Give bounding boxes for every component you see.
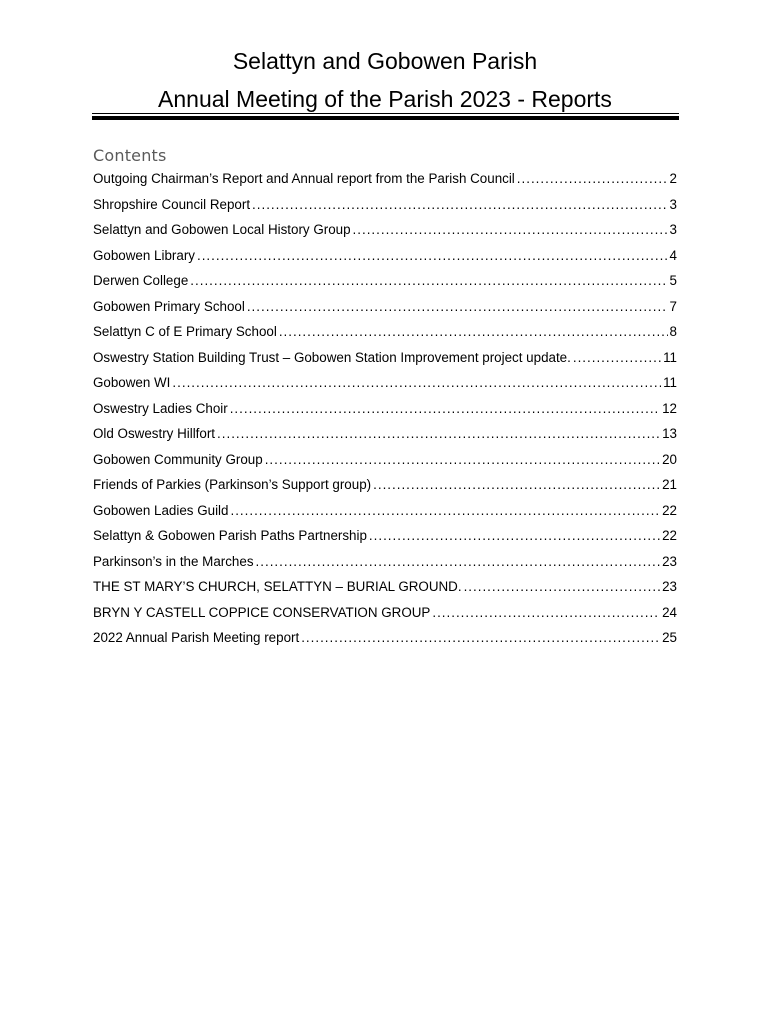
toc-entry-title[interactable]: Gobowen Community Group: [93, 451, 263, 467]
toc-entry-title[interactable]: Parkinson’s in the Marches: [93, 553, 254, 569]
title-line-2: Annual Meeting of the Parish 2023 - Reports: [158, 86, 612, 112]
toc-dot-leader: [230, 501, 660, 521]
toc-dot-leader: [301, 628, 660, 648]
toc-dot-leader: [369, 526, 660, 546]
toc-entry[interactable]: [93, 169, 677, 195]
toc-entry-title[interactable]: Old Oswestry Hillfort: [93, 426, 216, 441]
toc-entry[interactable]: [93, 450, 677, 476]
toc-entry[interactable]: [93, 220, 677, 246]
toc-entry-page[interactable]: 13: [662, 426, 677, 441]
toc-dot-leader: [247, 297, 668, 317]
toc-entry-title[interactable]: Oswestry Station Building Trust – Gobowen Station Improvement project update.: [93, 349, 571, 365]
toc-entry-page[interactable]: 3: [669, 196, 677, 212]
toc-entry-title[interactable]: BRYN Y CASTELL COPPICE CONSERVATION GROUP: [93, 604, 431, 620]
toc-entry-page[interactable]: 2: [669, 171, 677, 186]
toc-entry-page[interactable]: 25: [662, 630, 677, 645]
toc-entry-title[interactable]: THE ST MARY’S CHURCH, SELATTYN – BURIAL GROUND.: [93, 579, 462, 594]
toc-dot-leader: [265, 450, 660, 470]
toc-dot-leader: [353, 220, 668, 240]
toc-entry[interactable]: [93, 246, 677, 272]
toc-entry[interactable]: [93, 424, 677, 450]
toc-entry-page[interactable]: 24: [662, 604, 677, 620]
toc-entry-title[interactable]: Gobowen WI: [93, 375, 171, 390]
toc-entry[interactable]: [93, 373, 677, 399]
toc-entry-title[interactable]: Selattyn C of E Primary School: [93, 324, 277, 339]
toc-entry-page[interactable]: 11: [663, 349, 677, 365]
toc-entry-page[interactable]: 22: [662, 528, 677, 543]
toc-entry-title[interactable]: Gobowen Library: [93, 247, 195, 263]
toc-entry[interactable]: [93, 628, 677, 654]
toc-entry-page[interactable]: 4: [669, 247, 677, 263]
toc-entry[interactable]: [93, 526, 677, 552]
toc-dot-leader: [464, 577, 661, 597]
toc-entry-page[interactable]: 21: [662, 477, 677, 492]
toc-entry-page[interactable]: 11: [663, 375, 677, 390]
toc-dot-leader: [230, 399, 660, 419]
toc-entry[interactable]: [93, 475, 677, 501]
toc-entry[interactable]: [93, 195, 677, 221]
toc-entry-title[interactable]: Derwen College: [93, 273, 189, 288]
toc-entry-page[interactable]: 23: [662, 579, 677, 594]
toc-dot-leader: [517, 169, 668, 189]
toc-dot-leader: [573, 348, 661, 368]
toc-entry-title[interactable]: Shropshire Council Report: [93, 196, 251, 212]
toc-entry-page[interactable]: 23: [662, 553, 677, 569]
toc-dot-leader: [256, 552, 661, 572]
toc-entry[interactable]: [93, 577, 677, 603]
toc-entry[interactable]: [93, 271, 677, 297]
toc-entry-title[interactable]: Gobowen Ladies Guild: [93, 502, 229, 518]
toc-entry-page[interactable]: 12: [662, 400, 677, 416]
toc-dot-leader: [217, 424, 660, 444]
toc-entry-title[interactable]: Gobowen Primary School: [93, 298, 245, 314]
toc-entry-page[interactable]: 7: [669, 298, 677, 314]
toc-entry-title[interactable]: Outgoing Chairman’s Report and Annual report from the Parish Council: [93, 171, 515, 186]
toc-entry[interactable]: [93, 348, 677, 374]
title-line-1: Selattyn and Gobowen Parish: [232, 48, 538, 74]
toc-entry[interactable]: [93, 603, 677, 629]
document-title: [92, 42, 678, 118]
toc-entry[interactable]: [93, 552, 677, 578]
toc-entry-title[interactable]: Friends of Parkies (Parkinson’s Support group): [93, 477, 372, 492]
toc-entry-title[interactable]: Oswestry Ladies Choir: [93, 400, 228, 416]
toc-entry-page[interactable]: 20: [662, 451, 677, 467]
toc-dot-leader: [279, 322, 668, 342]
title-rule-thin: [92, 113, 679, 114]
toc-dot-leader: [172, 373, 661, 393]
toc-entry-page[interactable]: 22: [662, 502, 677, 518]
toc-entry-title[interactable]: Selattyn & Gobowen Parish Paths Partnership: [93, 528, 367, 543]
toc-entry[interactable]: [93, 399, 677, 425]
toc-entry-page[interactable]: 8: [669, 324, 677, 339]
toc-dot-leader: [252, 195, 668, 215]
toc-entry[interactable]: [93, 297, 677, 323]
toc-entry-title[interactable]: Selattyn and Gobowen Local History Group: [93, 222, 351, 237]
toc-entry-title[interactable]: 2022 Annual Parish Meeting report: [93, 630, 300, 645]
toc-dot-leader: [190, 271, 667, 291]
toc-dot-leader: [432, 603, 660, 623]
toc-dot-leader: [197, 246, 668, 266]
toc-entry[interactable]: [93, 322, 677, 348]
contents-heading: Contents: [93, 146, 167, 165]
toc-dot-leader: [373, 475, 660, 495]
toc-entry-page[interactable]: 5: [669, 273, 677, 288]
toc-entry-page[interactable]: 3: [669, 222, 677, 237]
title-rule-thick: [92, 116, 679, 120]
toc-entry[interactable]: [93, 501, 677, 527]
table-of-contents: [93, 169, 677, 654]
